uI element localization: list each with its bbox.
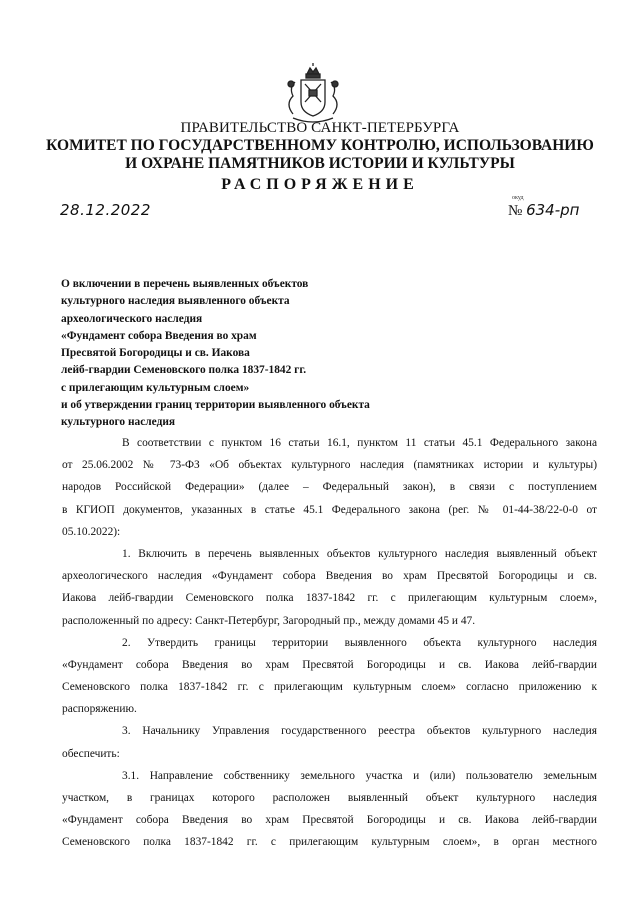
body-line: участком, в границах которого расположен выявленный объект культурного наследия	[62, 792, 597, 804]
subject-line: археологического наследия	[61, 312, 203, 325]
body-line: В соответствии с пунктом 16 статьи 16.1, пунктом 11 статьи 45.1 Федерального закона	[122, 437, 597, 449]
body-line: 1. Включить в перечень выявленных объектов культурного наследия выявленный объект	[122, 547, 597, 560]
body-line: Семеновского полка 1837-1842 гг. с прилегающим культурным слоем», в орган местного	[62, 836, 597, 849]
subject-line: с прилегающим культурным слоем»	[61, 381, 250, 394]
subject-line: лейб-гвардии Семеновского полка 1837-1842 гг.	[61, 364, 307, 377]
government-name: ПРАВИТЕЛЬСТВО САНКТ-ПЕТЕРБУРГА	[180, 120, 460, 136]
body-line: археологического наследия «Фундамент собора Введения во храм Пресвятой Богородицы и св.	[62, 570, 597, 583]
subject-line: культурного наследия выявленного объекта	[61, 295, 290, 308]
document-date: 28.12.2022	[60, 201, 151, 219]
document-number	[508, 201, 579, 220]
body-line: 3.1. Направление собственнику земельного участка и (или) пользователю земельным	[122, 769, 597, 782]
document-body	[62, 432, 597, 854]
body-line: народов Российской Федерации» (далее – Федеральный закон), в связи с поступлением	[62, 481, 597, 494]
body-line: распоряжению.	[62, 703, 137, 716]
body-line: 3. Начальнику Управления государственного реестра объектов культурного наследия	[122, 725, 597, 738]
document-subject	[61, 276, 421, 432]
committee-name-line2: И ОХРАНЕ ПАМЯТНИКОВ ИСТОРИИ И КУЛЬТУРЫ	[125, 155, 515, 172]
number-value: 634-рп	[526, 201, 580, 219]
subject-line: О включении в перечень выявленных объектов	[61, 278, 309, 290]
committee-name-line1: КОМИТЕТ ПО ГОСУДАРСТВЕННОМУ КОНТРОЛЮ, ИСПОЛЬЗОВАНИЮ	[46, 137, 594, 154]
okud-stamp: окуд	[512, 195, 524, 201]
body-line: «Фундамент собора Введения во храм Пресвятой Богородицы и св. Иакова лейб-гвардии	[62, 814, 597, 827]
body-line: от 25.06.2002 № 73-ФЗ «Об объектах культурного наследия (памятниках истории и культуры)	[62, 459, 597, 472]
body-line: Иакова лейб-гвардии Семеновского полка 1837-1842 гг. с прилегающим культурным слоем»,	[62, 592, 597, 605]
subject-line: культурного наследия	[61, 416, 176, 429]
coat-of-arms-emblem	[283, 62, 343, 128]
subject-line: и об утверждении границ территории выявленного объекта	[61, 399, 370, 412]
body-line: 05.10.2022):	[62, 525, 121, 538]
body-line: Семеновского полка 1837-1842 гг. с прилегающим культурным слоем» согласно приложению к	[62, 681, 597, 694]
body-line: расположенный по адресу: Санкт-Петербург, Загородный пр., между домами 45 и 47.	[62, 614, 476, 627]
body-line: в КГИОП документов, указанных в статье 45.1 Федерального закона (рег. № 01-44-38/22-0-0 от	[62, 503, 597, 516]
body-line: 2. Утвердить границы территории выявленного объекта культурного наследия	[122, 636, 597, 649]
subject-line: «Фундамент собора Введения во храм	[61, 329, 257, 342]
document-type-title: РАСПОРЯЖЕНИЕ	[221, 176, 419, 193]
body-line: «Фундамент собора Введения во храм Пресвятой Богородицы и св. Иакова лейб-гвардии	[62, 658, 597, 671]
body-line: обеспечить:	[62, 747, 120, 760]
number-prefix: №	[508, 203, 523, 219]
subject-line: Пресвятой Богородицы и св. Иакова	[61, 347, 250, 360]
